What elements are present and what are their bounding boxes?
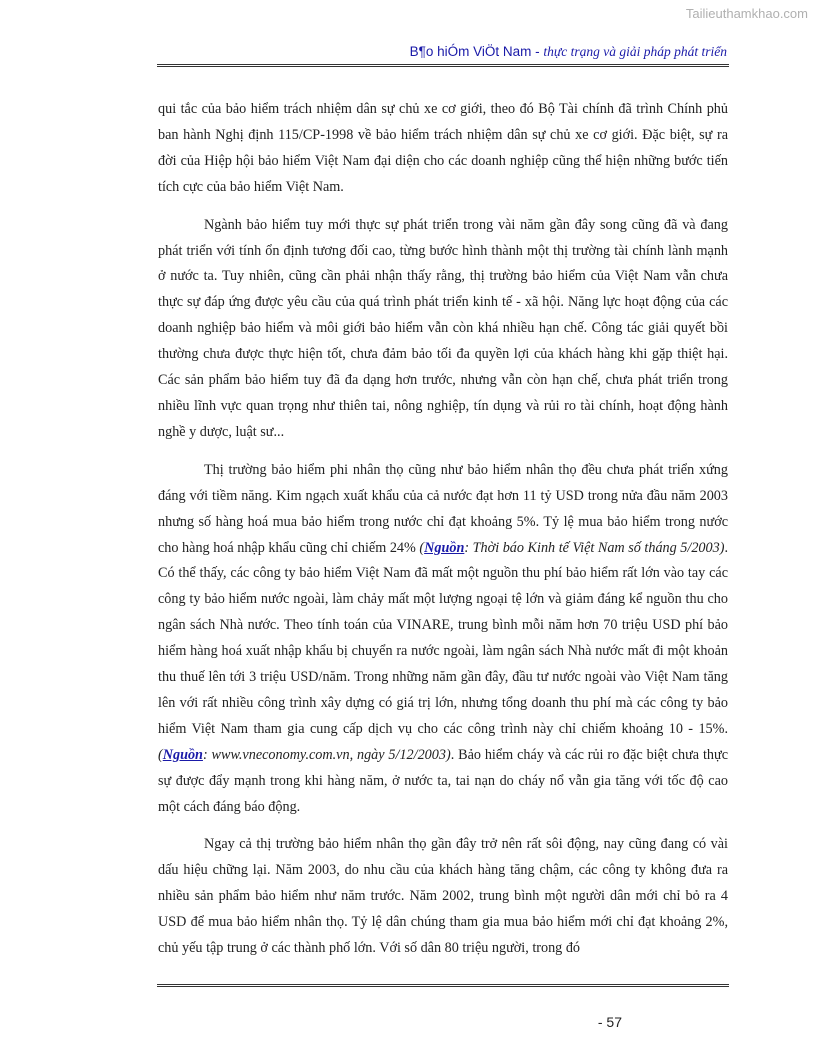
page-number: - 57	[597, 1014, 622, 1030]
paragraph-3-text-c: . Bảo hiểm cháy và các rủi ro đặc biệt chưa thực sự được đẩy mạnh trong khi hàng năm, ở nước ta, tai nạn do cháy nổ vẫn gia tăng với tốc độ cao một cách đáng báo động.	[158, 746, 728, 815]
paragraph-2: Ngành bảo hiểm tuy mới thực sự phát triển trong vài năm gần đây song cũng đã và đang phát triển với tính ổn định tương đối cao, từng bước hình thành một thị trường tài chính lành mạnh ở nước ta. Tuy nhiên, cũng cần phải nhận thấy rằng, thị trường bảo hiểm của Việt Nam vẫn chưa thực sự đáp ứng được yêu cầu của quá trình phát triển kinh tế - xã hội. Năng lực hoạt động của các doanh nghiệp bảo hiểm và môi giới bảo hiểm vẫn còn khá nhiều hạn chế. Công tác giải quyết bồi thường chưa được thực hiện tốt, chưa đảm bảo tối đa quyền lợi của khách hàng khi gặp thiệt hại. Các sản phẩm bảo hiểm tuy đã đa dạng hơn trước, nhưng vẫn còn hạn chế, chưa phát triển trong nhiều lĩnh vực quan trọng như thiên tai, nông nghiệp, tín dụng và rủi ro tài chính, hoạt động hành nghề y dược, luật sư...	[158, 216, 728, 440]
document-body	[158, 97, 728, 974]
source-text-2: : www.vneconomy.com.vn, ngày 5/12/2003)	[202, 746, 451, 763]
source-label-1: Nguồn	[424, 539, 465, 556]
source-open-paren: (	[158, 746, 163, 763]
paragraph-1: qui tắc của bảo hiểm trách nhiệm dân sự chủ xe cơ giới, theo đó Bộ Tài chính đã trình Chính phủ ban hành Nghị định 115/CP-1998 về bảo hiểm trách nhiệm dân sự chủ xe cơ giới. Đặc biệt, sự ra đời của Hiệp hội bảo hiểm Việt Nam đại diện cho các doanh nghiệp cũng thể hiện những bước tiến tích cực của bảo hiểm Việt Nam.	[158, 101, 728, 195]
paragraph-3-text-a: Thị trường bảo hiểm phi nhân thọ cũng như bảo hiểm nhân thọ đều chưa phát triển xứng đáng với tiềm năng. Kim ngạch xuất khẩu của cả nước đạt hơn 11 tỷ USD trong nửa đầu năm 2003 nhưng số hàng hoá mua bảo hiểm trong nước chỉ đạt khoảng 5%. Tỷ lệ mua bảo hiểm trong nước cho hàng hoá nhập khẩu cũng chỉ chiếm 24%	[158, 461, 728, 556]
paragraph-3-text-b: . Có thể thấy, các công ty bảo hiểm Việt Nam đã mất một nguồn thu phí bảo hiểm rất lớn vào tay các công ty bảo hiểm nước ngoài, làm chảy mất một lượng ngoại tệ lớn và giảm đáng kể nguồn thu cho ngân sách Nhà nước. Theo tính toán của VINARE, trung bình mỗi năm hơn 70 triệu USD phí bảo hiểm hàng hoá xuất nhập khẩu bị chuyển ra nước ngoài, làm ngân sách Nhà nước mất đi một khoản thu thuế lên tới 3 triệu USD/năm. Trong những năm gần đây, đầu tư nước ngoài vào Việt Nam tăng lên với rất nhiều công trình xây dựng có giá trị lớn, nhưng tổng doanh thu phí mà các công ty bảo hiểm Việt Nam tham gia cung cấp dịch vụ cho các công trình này chỉ chiếm khoảng 10 - 15%.	[158, 539, 728, 737]
header-subtitle: thực trạng và giải pháp phát triển	[543, 44, 727, 59]
page-header	[157, 44, 727, 60]
paragraph-4: Ngay cả thị trường bảo hiểm nhân thọ gần đây trở nên rất sôi động, nay cũng đang có vài dấu hiệu chững lại. Năm 2003, do nhu cầu của khách hàng tăng chậm, các công ty không đưa ra nhiều sản phẩm bảo hiểm như năm trước. Năm 2002, trung bình một người dân mới chỉ bỏ ra 4 USD để mua bảo hiểm nhân thọ. Tỷ lệ dân chúng tham gia mua bảo hiểm mới chỉ đạt khoảng 2%, chủ yếu tập trung ở các thành phố lớn. Với số dân 80 triệu người, trong đó	[158, 836, 728, 957]
source-citation-2	[158, 747, 451, 763]
source-label-2: Nguồn	[162, 746, 203, 763]
source-citation-1	[419, 540, 724, 556]
source-text-1: : Thời báo Kinh tế Việt Nam số tháng 5/2003)	[464, 539, 725, 556]
footer-divider	[157, 984, 729, 987]
paragraph-3	[158, 458, 728, 821]
header-title: B¶o hiÓm ViÖt Nam -	[409, 44, 544, 59]
watermark: Tailieuthamkhao.com	[685, 6, 808, 21]
source-open-paren: (	[419, 539, 425, 556]
header-divider	[157, 64, 729, 67]
